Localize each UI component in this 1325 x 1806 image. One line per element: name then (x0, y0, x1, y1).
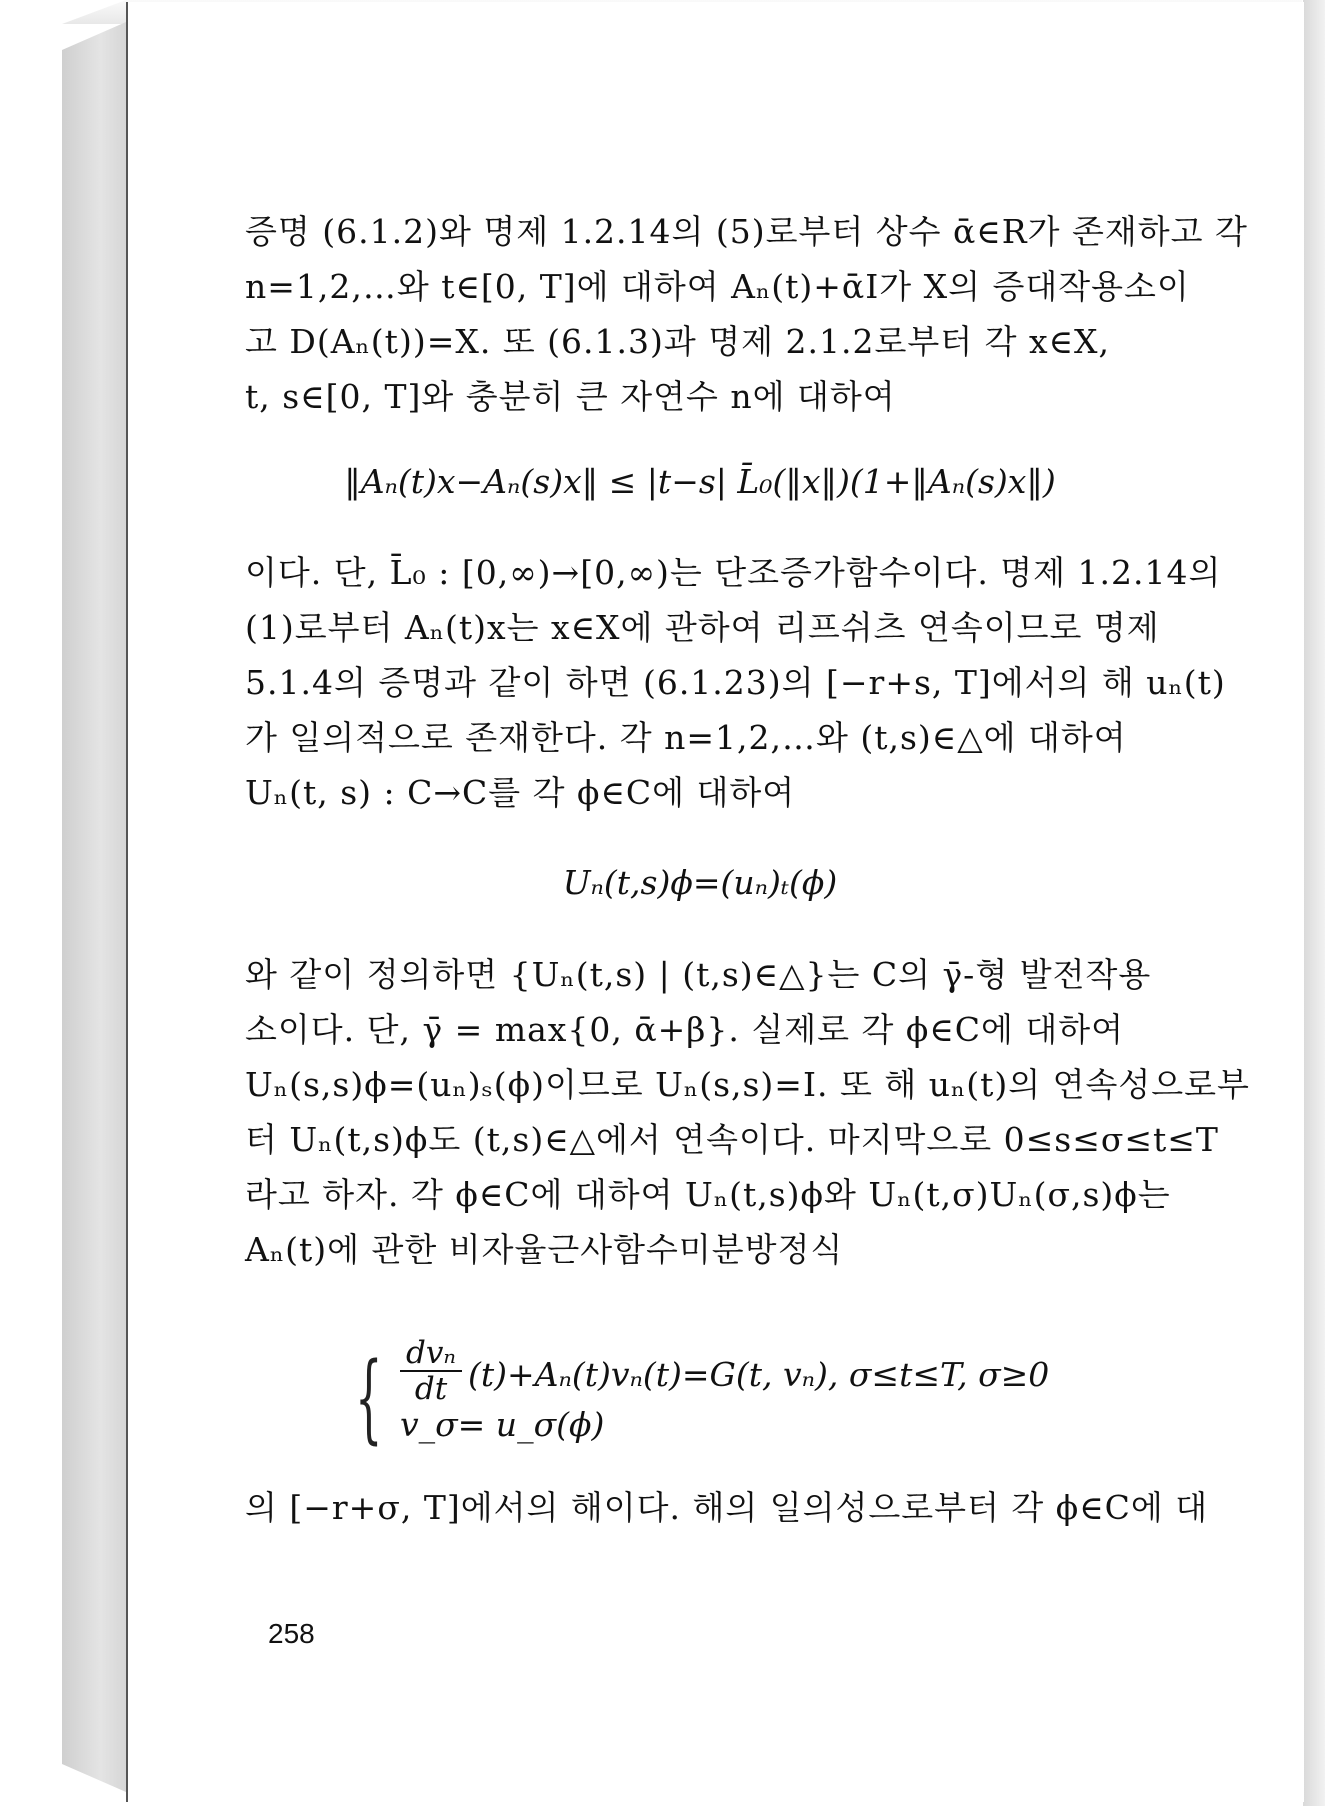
system-equation-line-1: (t)+Aₙ(t)vₙ(t)=G(t, vₙ), σ≤t≤T, σ≥0 (468, 1355, 1050, 1394)
text-line: Aₙ(t)에 관한 비자율근사함수미분방정식 (245, 1230, 844, 1269)
text-line: 증명 (6.1.2)와 명제 1.2.14의 (5)로부터 상수 ᾱ∈R가 존재하고 각 (245, 212, 1248, 251)
text-line: 이다. 단, L̄₀ : [0,∞)→[0,∞)는 단조증가함수이다. 명제 1.2.14의 (245, 553, 1222, 592)
text-line: 터 Uₙ(t,s)ϕ도 (t,s)∈△에서 연속이다. 마지막으로 0≤s≤σ≤t≤T (245, 1120, 1219, 1159)
text-line: Uₙ(t, s) : C→C를 각 ϕ∈C에 대하여 (245, 773, 796, 812)
left-brace: { (355, 1342, 383, 1454)
system-equation-line-2: v_σ= u_σ(ϕ) (400, 1405, 605, 1444)
text-line: 소이다. 단, γ̄ = max{0, ᾱ+β}. 실제로 각 ϕ∈C에 대하여 (245, 1010, 1125, 1049)
text-line: 의 [−r+σ, T]에서의 해이다. 해의 일의성으로부터 각 ϕ∈C에 대 (245, 1488, 1209, 1527)
book-spine (62, 22, 126, 1792)
text-line: (1)로부터 Aₙ(t)x는 x∈X에 관하여 리프쉬츠 연속이므로 명제 (245, 608, 1160, 647)
text-line: 5.1.4의 증명과 같이 하면 (6.1.23)의 [−r+s, T]에서의 해 uₙ(t) (245, 663, 1226, 702)
text-line: 고 D(Aₙ(t))=X. 또 (6.1.3)과 명제 2.1.2로부터 각 x∈X, (245, 322, 1110, 361)
text-line: t, s∈[0, T]와 충분히 큰 자연수 n에 대하여 (245, 377, 896, 416)
page-number: 258 (268, 1618, 315, 1649)
display-equation: ‖Aₙ(t)x−Aₙ(s)x‖ ≤ |t−s| L̄₀(‖x‖)(1+‖Aₙ(s)x‖) (344, 462, 1056, 501)
text-line: 라고 하자. 각 ϕ∈C에 대하여 Uₙ(t,s)ϕ와 Uₙ(t,σ)Uₙ(σ,s)ϕ는 (245, 1175, 1171, 1214)
text-line: n=1,2,…와 t∈[0, T]에 대하여 Aₙ(t)+ᾱI가 X의 증대작용소이 (245, 267, 1190, 306)
text-line: 와 같이 정의하면 {Uₙ(t,s) | (t,s)∈△}는 C의 γ̄-형 발전작용 (245, 955, 1152, 994)
fraction-denominator: dt (414, 1371, 448, 1407)
fraction-numerator: dvₙ (400, 1336, 462, 1372)
book-right-edge (1303, 0, 1325, 1806)
display-equation: Uₙ(t,s)ϕ=(uₙ)ₜ(ϕ) (562, 863, 838, 902)
derivative-fraction (400, 1336, 462, 1406)
text-line: Uₙ(s,s)ϕ=(uₙ)ₛ(ϕ)이므로 Uₙ(s,s)=I. 또 해 uₙ(t)의 연속성으로부 (245, 1065, 1250, 1104)
text-line: 가 일의적으로 존재한다. 각 n=1,2,…와 (t,s)∈△에 대하여 (245, 718, 1127, 757)
